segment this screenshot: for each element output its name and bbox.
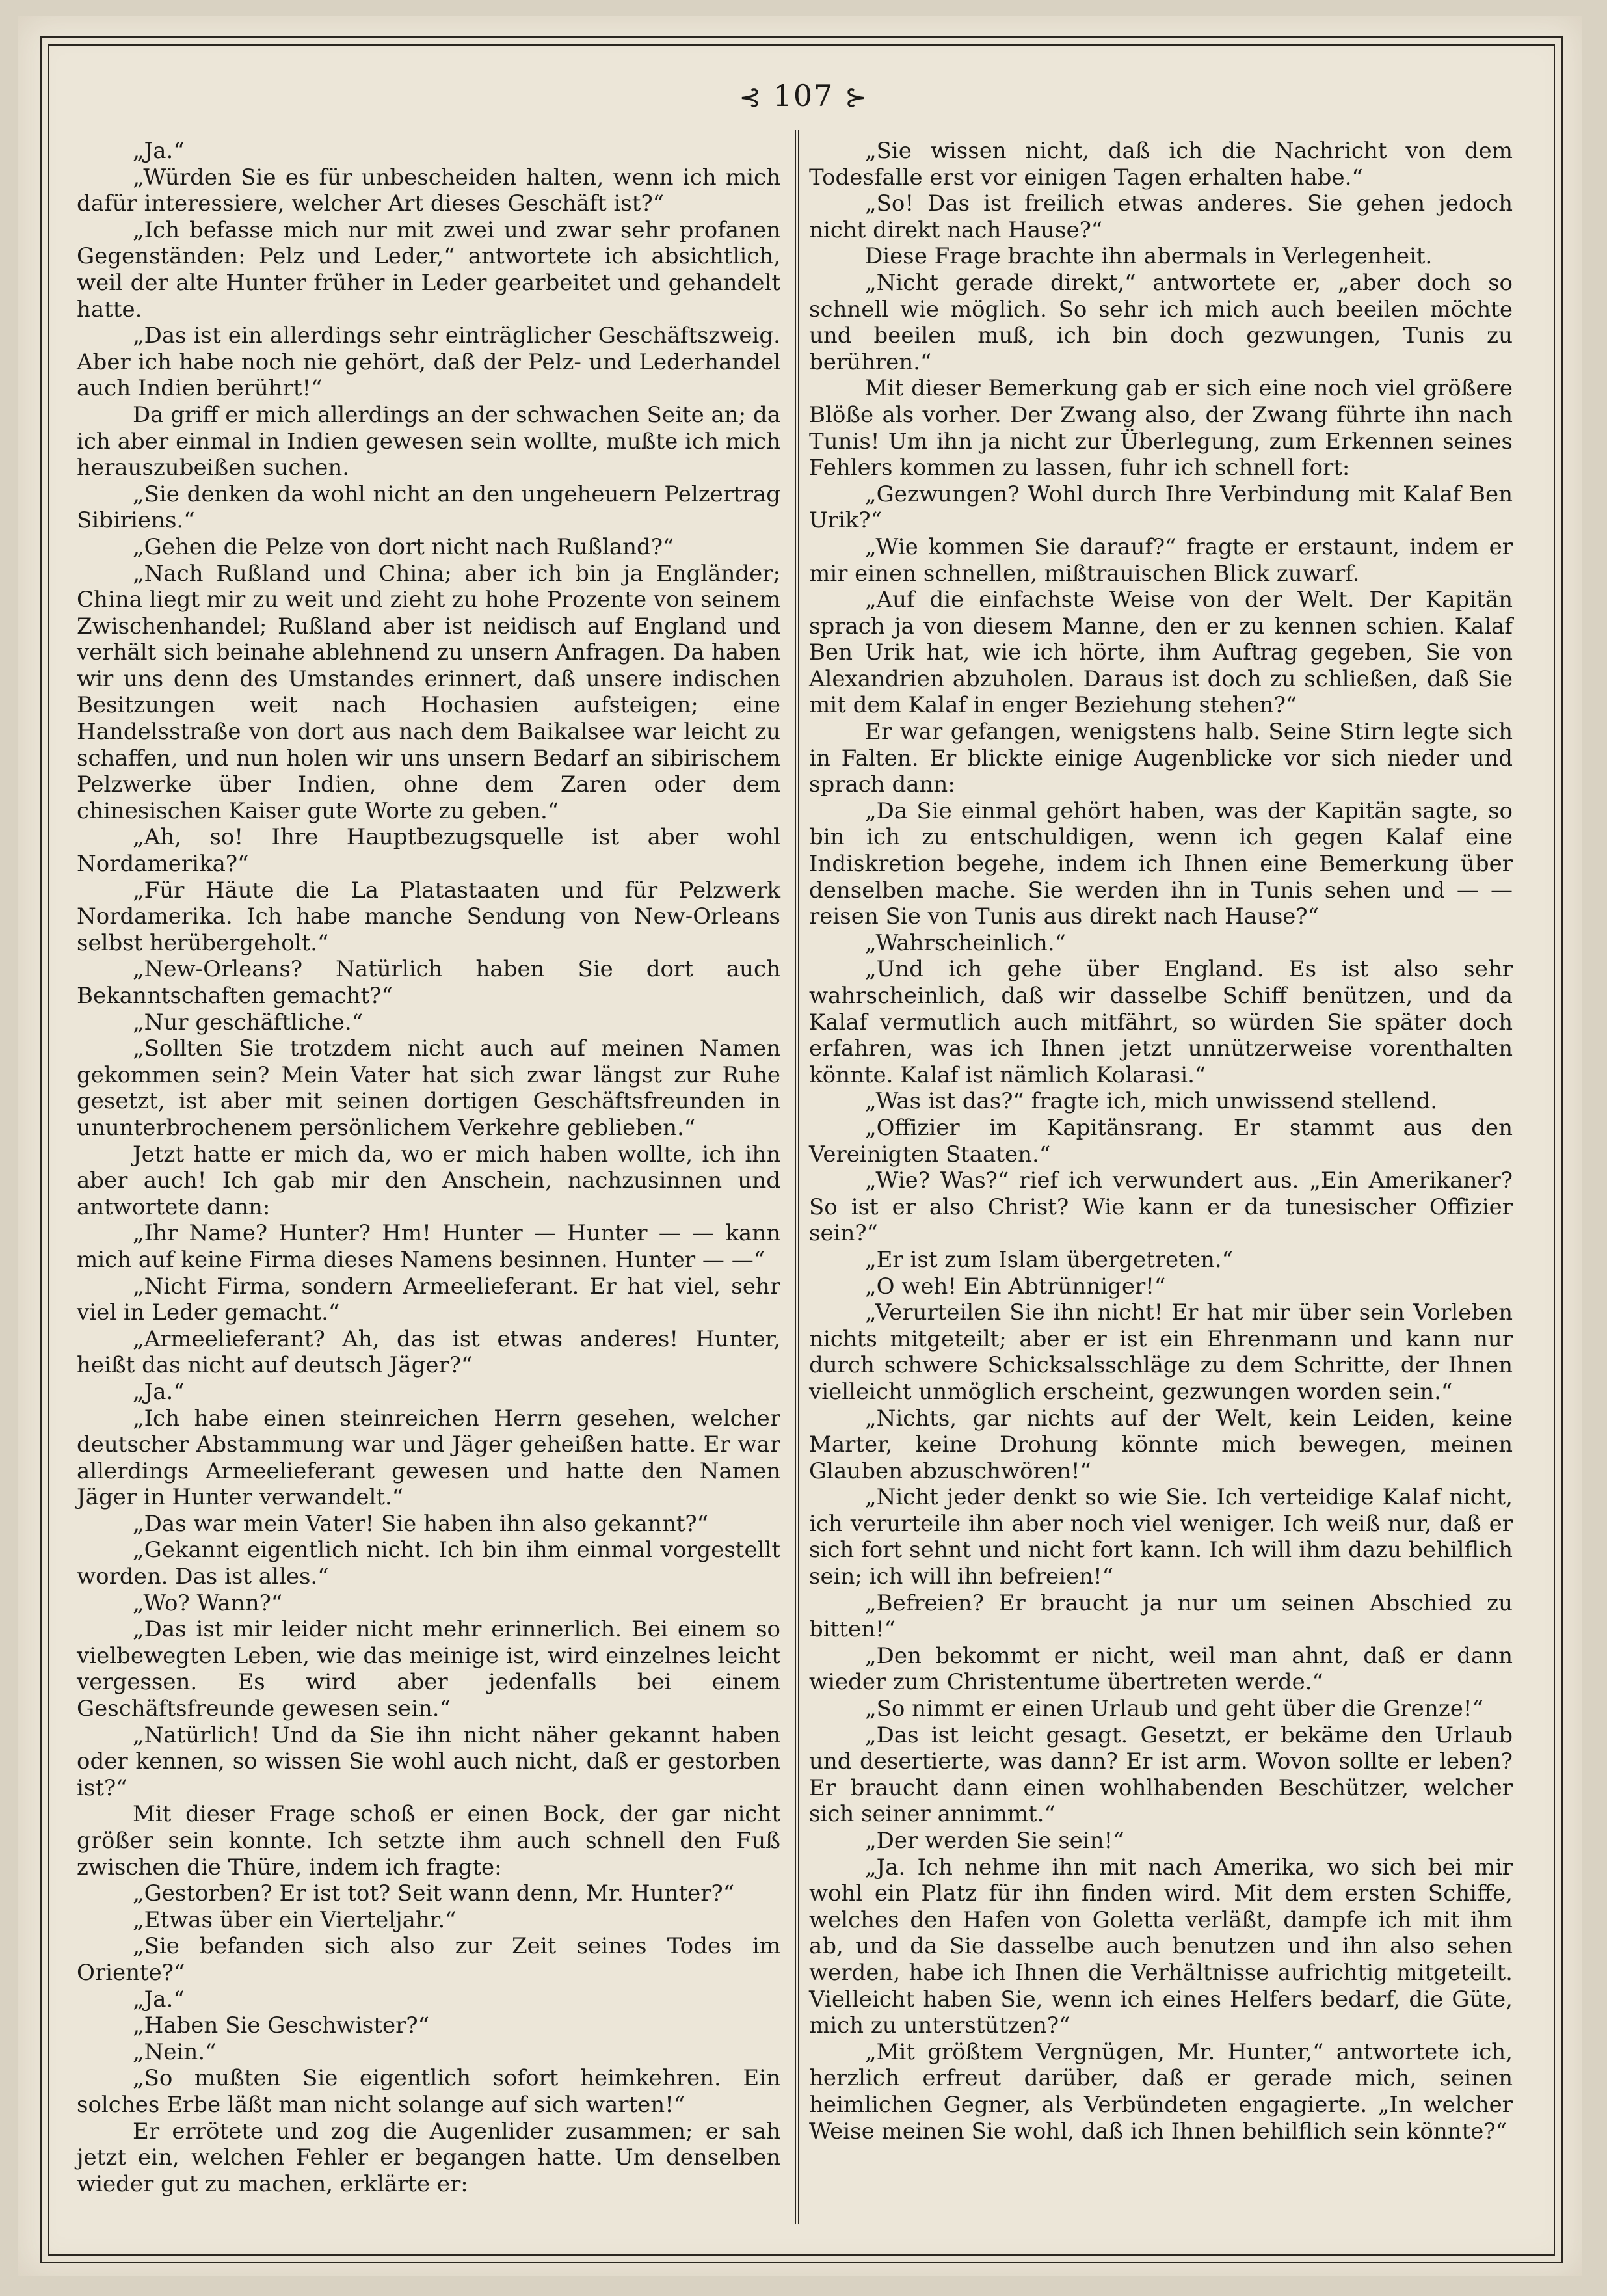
paragraph: „Ihr Name? Hunter? Hm! Hunter — Hunter — — kann mich auf keine Firma dieses Namens besinnen. Hunter — —“ — [77, 1220, 780, 1273]
paragraph: Diese Frage brachte ihn abermals in Verlegenheit. — [865, 243, 1433, 270]
right-column — [809, 138, 1513, 2144]
page-header — [0, 78, 1607, 113]
paragraph: „Für Häute die La Platastaaten und für Pelzwerk Nordamerika. Ich habe manche Sendung von New-Orleans selbst herübergeholt.“ — [77, 877, 780, 956]
paragraph: „Sie befanden sich also zur Zeit seines Todes im Oriente?“ — [77, 1933, 780, 1986]
paragraph: „Ich befasse mich nur mit zwei und zwar sehr profanen Gegenständen: Pelz und Leder,“ antwortete ich absichtlich, weil der alte Hunter früher in Leder gearbeitet und gehandelt hatte. — [77, 217, 780, 323]
paragraph: „Nur geschäftliche.“ — [133, 1009, 364, 1035]
paragraph: „Armeelieferant? Ah, das ist etwas anderes! Hunter, heißt das nicht auf deutsch Jäger?“ — [77, 1326, 780, 1379]
paragraph: „Ich habe einen steinreichen Herrn gesehen, welcher deutscher Abstammung war und Jäger geheißen hatte. Er war allerdings Armeelieferant gewesen und hatte den Namen Jäger in Hunter verwandelt.“ — [77, 1405, 780, 1511]
paragraph: „Da Sie einmal gehört haben, was der Kapitän sagte, so bin ich zu entschuldigen, wenn ich gegen Kalaf eine Indiskretion begehe, indem ich Ihnen eine Bemerkung über denselben mache. Sie werden ihn in Tunis sehen und — — reisen Sie von Tunis aus direkt nach Hause?“ — [809, 797, 1513, 930]
paragraph: „Wo? Wann?“ — [133, 1590, 283, 1616]
paragraph: Mit dieser Bemerkung gab er sich eine noch viel größere Blöße als vorher. Der Zwang also, der Zwang führte ihn nach Tunis! Um ihn ja nicht zur Überlegung, zum Erkennen seines Fehlers kommen zu lassen, fuhr ich schnell fort: — [809, 375, 1513, 481]
paragraph: „Etwas über ein Vierteljahr.“ — [133, 1906, 457, 1933]
paragraph: „Das ist ein allerdings sehr einträglicher Geschäftszweig. Aber ich habe noch nie gehört, daß der Pelz- und Lederhandel auch Indien berührt!“ — [77, 323, 780, 402]
paragraph: „Ja.“ — [133, 1378, 185, 1405]
paragraph: „So! Das ist freilich etwas anderes. Sie gehen jedoch nicht direkt nach Hause?“ — [809, 191, 1513, 243]
paragraph: „Nein.“ — [133, 2038, 217, 2065]
column-divider — [795, 130, 799, 2224]
paragraph: „Sie denken da wohl nicht an den ungeheuern Pelzertrag Sibiriens.“ — [77, 481, 780, 534]
paragraph: „Gestorben? Er ist tot? Seit wann denn, Mr. Hunter?“ — [133, 1880, 735, 1907]
paragraph: „Wie? Was?“ rief ich verwundert aus. „Ein Amerikaner? So ist er also Christ? Wie kann er da tunesischer Offizier sein?“ — [809, 1168, 1513, 1247]
paragraph: „New-Orleans? Natürlich haben Sie dort auch Bekanntschaften gemacht?“ — [77, 956, 780, 1009]
paragraph: „Offizier im Kapitänsrang. Er stammt aus den Vereinigten Staaten.“ — [809, 1114, 1513, 1168]
paragraph: „Nichts, gar nichts auf der Welt, kein Leiden, keine Marter, keine Drohung könnte mich bewegen, meinen Glauben abzuschwören!“ — [809, 1405, 1513, 1484]
paragraph: Mit dieser Frage schoß er einen Bock, der gar nicht größer sein konnte. Ich setzte ihm auch schnell den Fuß zwischen die Thüre, indem ich fragte: — [77, 1801, 780, 1880]
paragraph: „So nimmt er einen Urlaub und geht über die Grenze!“ — [865, 1696, 1483, 1722]
paragraph: „Natürlich! Und da Sie ihn nicht näher gekannt haben oder kennen, so wissen Sie wohl auch nicht, daß er gestorben ist?“ — [77, 1722, 780, 1801]
page-number: 107 — [773, 78, 834, 113]
paragraph: „O weh! Ein Abtrünniger!“ — [865, 1273, 1166, 1300]
paragraph: „Nicht Firma, sondern Armeelieferant. Er hat viel, sehr viel in Leder gemacht.“ — [77, 1273, 780, 1326]
paragraph: „Den bekommt er nicht, weil man ahnt, daß er dann wieder zum Christentume übertreten werde.“ — [809, 1642, 1513, 1696]
paragraph: „So mußten Sie eigentlich sofort heimkehren. Ein solches Erbe läßt man nicht solange auf sich warten!“ — [77, 2065, 780, 2118]
paragraph: „Nicht jeder denkt so wie Sie. Ich verteidige Kalaf nicht, ich verurteile ihn aber noch viel weniger. Ich weiß nur, daß er sich fort sehnt und nicht fort kann. Ich will ihm dazu behilflich sein; ich will ihn befreien!“ — [809, 1484, 1513, 1590]
paragraph: „Gezwungen? Wohl durch Ihre Verbindung mit Kalaf Ben Urik?“ — [809, 481, 1513, 534]
paragraph: „Würden Sie es für unbescheiden halten, wenn ich mich dafür interessiere, welcher Art dieses Geschäft ist?“ — [77, 164, 780, 217]
paragraph: „Nach Rußland und China; aber ich bin ja Engländer; China liegt mir zu weit und zieht zu hohe Prozente von seinem Zwischenhandel; Rußland aber ist neidisch auf England und verhält sich beinahe ablehnend zu unsern Anfragen. Da haben wir uns denn des Umstandes erinnert, daß unsere indischen Besitzungen weit nach Hochasien aufsteigen; eine Handelsstraße von dort aus nach dem Baikalsee war leicht zu schaffen, und nun holen wir uns unsern Bedarf an sibirischem Pelzwerke über Indien, ohne dem Zaren oder dem chinesischen Kaiser gute Worte zu geben.“ — [77, 560, 780, 824]
paragraph: „Und ich gehe über England. Es ist also sehr wahrscheinlich, daß wir dasselbe Schiff benützen, und da Kalaf vermutlich auch mitfährt, so würden Sie später doch erfahren, was ich Ihnen jetzt unnützerweise vorenthalten könnte. Kalaf ist nämlich Kolarasi.“ — [809, 956, 1513, 1088]
paragraph: „Wie kommen Sie darauf?“ fragte er erstaunt, indem er mir einen schnellen, mißtrauischen Blick zuwarf. — [809, 533, 1513, 587]
paragraph: „Wahrscheinlich.“ — [865, 929, 1066, 956]
paragraph: „Er ist zum Islam übergetreten.“ — [865, 1246, 1234, 1273]
paragraph: „Haben Sie Geschwister?“ — [133, 2012, 429, 2039]
paragraph: Er errötete und zog die Augenlider zusammen; er sah jetzt ein, welchen Fehler er begangen hatte. Um denselben wieder gut zu machen, erklärte er: — [77, 2118, 780, 2197]
paragraph: „Das ist leicht gesagt. Gesetzt, er bekäme den Urlaub und desertierte, was dann? Er ist arm. Wovon sollte er leben? Er braucht dann einen wohlhabenden Beschützer, welcher sich seiner annimmt.“ — [809, 1722, 1513, 1828]
paragraph: „Sie wissen nicht, daß ich die Nachricht von dem Todesfalle erst vor einigen Tagen erhalten habe.“ — [809, 138, 1513, 191]
paragraph: „Ah, so! Ihre Hauptbezugsquelle ist aber wohl Nordamerika?“ — [77, 824, 780, 877]
paragraph: „Auf die einfachste Weise von der Welt. Der Kapitän sprach ja von diesem Manne, den er zu kennen schien. Kalaf Ben Urik hat, wie ich hörte, ihm Auftrag gegeben, Sie von Alexandrien abzuholen. Daraus ist doch zu schließen, daß Sie mit dem Kalaf in enger Beziehung stehen?“ — [809, 587, 1513, 719]
ornament-left-icon: ⊰ — [739, 83, 762, 113]
paragraph: „Gehen die Pelze von dort nicht nach Rußland?“ — [133, 533, 674, 560]
paragraph: Da griff er mich allerdings an der schwachen Seite an; da ich aber einmal in Indien gewesen sein wollte, mußte ich mich herauszubeißen suchen. — [77, 401, 780, 481]
paragraph: „Ja.“ — [133, 1986, 185, 2012]
paragraph: „Das ist mir leider nicht mehr erinnerlich. Bei einem so vielbewegten Leben, wie das meinige ist, wird einzelnes leicht vergessen. Es wird aber jedenfalls bei einem Geschäftsfreunde gewesen sein.“ — [77, 1616, 780, 1722]
paragraph: „Der werden Sie sein!“ — [865, 1828, 1124, 1854]
paragraph: „Was ist das?“ fragte ich, mich unwissend stellend. — [865, 1088, 1438, 1115]
paragraph: „Verurteilen Sie ihn nicht! Er hat mir über sein Vorleben nichts mitgeteilt; aber er ist ein Ehrenmann und kann nur durch schwere Schicksalsschläge zu dem Schritte, der Ihnen vielleicht unmöglich erscheint, gezwungen worden sein.“ — [809, 1300, 1513, 1405]
paragraph: „Das war mein Vater! Sie haben ihn also gekannt?“ — [133, 1510, 709, 1537]
paragraph: „Nicht gerade direkt,“ antwortete er, „aber doch so schnell wie möglich. So sehr ich mich auch beeilen möchte und beeilen muß, ich bin doch gezwungen, Tunis zu berühren.“ — [809, 269, 1513, 375]
paragraph: „Ja.“ — [133, 138, 185, 164]
paragraph: „Befreien? Er braucht ja nur um seinen Abschied zu bitten!“ — [809, 1590, 1513, 1643]
paragraph: Jetzt hatte er mich da, wo er mich haben wollte, ich ihn aber auch! Ich gab mir den Anschein, nachzusinnen und antwortete dann: — [77, 1141, 780, 1220]
paragraph: Er war gefangen, wenigstens halb. Seine Stirn legte sich in Falten. Er blickte einige Augenblicke vor sich nieder und sprach dann: — [809, 719, 1513, 798]
paragraph: „Sollten Sie trotzdem nicht auch auf meinen Namen gekommen sein? Mein Vater hat sich zwar längst zur Ruhe gesetzt, ist aber mit seinen dortigen Geschäftsfreunden in ununterbrochenem persönlichem Verkehre geblieben.“ — [77, 1035, 780, 1141]
paragraph: „Gekannt eigentlich nicht. Ich bin ihm einmal vorgestellt worden. Das ist alles.“ — [77, 1537, 780, 1590]
paragraph: „Mit größtem Vergnügen, Mr. Hunter,“ antwortete ich, herzlich erfreut darüber, daß er gerade mich, seinen heimlichen Gegner, als Verbündeten engagierte. „In welcher Weise meinen Sie wohl, daß ich Ihnen behilflich sein könnte?“ — [809, 2038, 1513, 2144]
left-column — [77, 138, 780, 2197]
paragraph: „Ja. Ich nehme ihn mit nach Amerika, wo sich bei mir wohl ein Platz für ihn finden wird. Mit dem ersten Schiffe, welches den Hafen von Goletta verläßt, dampfe ich mit ihm ab, und da Sie dasselbe auch benutzen und ihn also sehen werden, habe ich Ihnen die Verhältnisse aufrichtig mitgeteilt. Vielleicht haben Sie, wenn ich eines Helfers bedarf, die Güte, mich zu unterstützen?“ — [809, 1854, 1513, 2039]
ornament-right-icon: ⊱ — [845, 83, 868, 113]
